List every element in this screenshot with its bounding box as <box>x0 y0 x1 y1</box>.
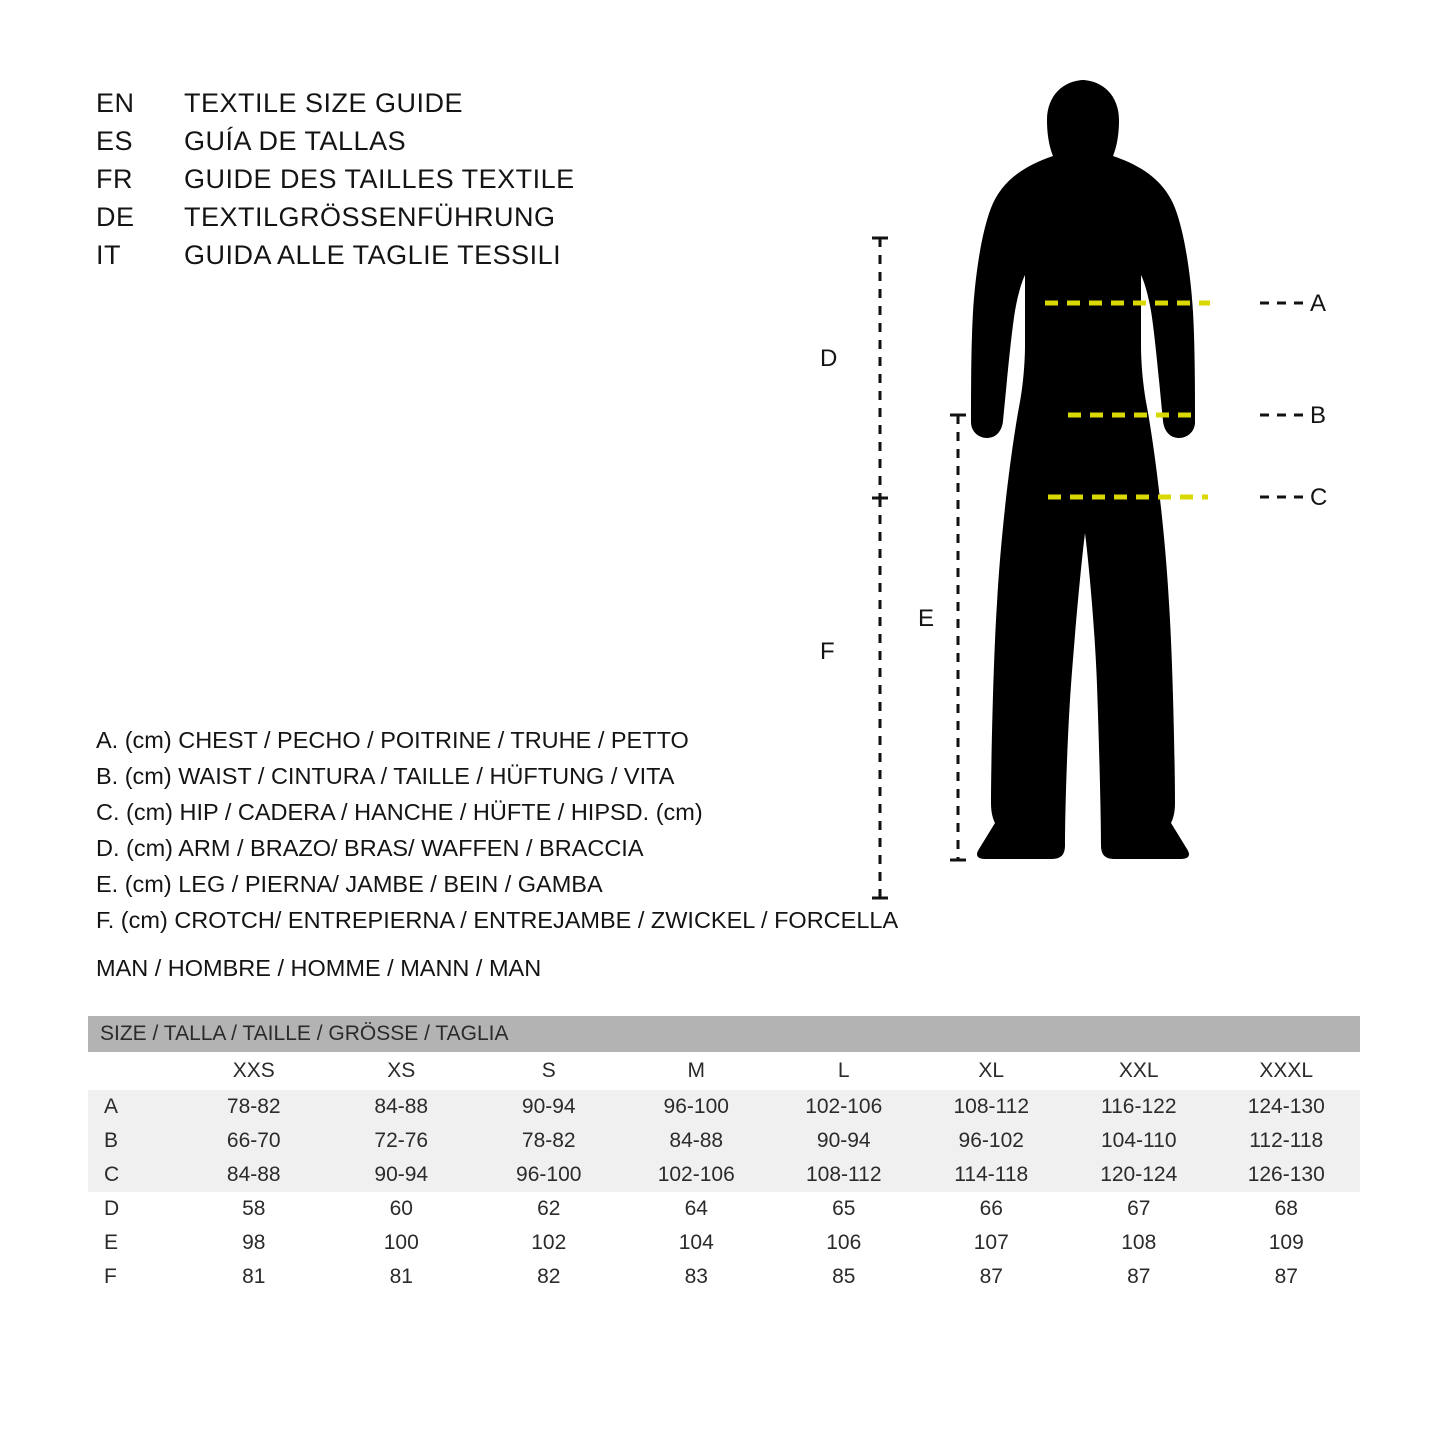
cell-f-xl: 87 <box>918 1260 1066 1294</box>
sizes-row-corner <box>88 1052 180 1090</box>
table-row <box>88 1260 1360 1294</box>
cell-c-xxs: 84-88 <box>180 1158 328 1192</box>
legend-item-f: F. (cm) CROTCH/ ENTREPIERNA / ENTREJAMBE / ZWICKEL / FORCELLA <box>96 907 899 933</box>
legend-item-b: B. (cm) WAIST / CINTURA / TAILLE / HÜFTUNG / VITA <box>96 763 675 789</box>
cell-b-s: 78-82 <box>475 1124 623 1158</box>
cell-f-l: 85 <box>770 1260 918 1294</box>
size-col-s: S <box>475 1052 623 1090</box>
marker-label-b: B <box>1310 402 1327 429</box>
marker-label-e: E <box>918 605 935 632</box>
row-label-b: B <box>88 1124 180 1158</box>
size-col-m: M <box>623 1052 771 1090</box>
cell-b-m: 84-88 <box>623 1124 771 1158</box>
marker-leaders <box>1260 303 1310 497</box>
title-lang-de: DE <box>96 202 135 232</box>
cell-d-l: 65 <box>770 1192 918 1226</box>
cell-a-xl: 108-112 <box>918 1090 1066 1124</box>
cell-d-m: 64 <box>623 1192 771 1226</box>
cell-a-s: 90-94 <box>475 1090 623 1124</box>
cell-e-xxs: 98 <box>180 1226 328 1260</box>
size-col-xl: XL <box>918 1052 1066 1090</box>
cell-f-xxl: 87 <box>1065 1260 1213 1294</box>
size-col-l: L <box>770 1052 918 1090</box>
gender-label: MAN / HOMBRE / HOMME / MANN / MAN <box>96 955 542 981</box>
size-table <box>88 1016 1360 1294</box>
table-row <box>88 1192 1360 1226</box>
title-lang-es: ES <box>96 126 134 156</box>
cell-b-xxxl: 112-118 <box>1213 1124 1361 1158</box>
table-row <box>88 1124 1360 1158</box>
legend-item-c: C. (cm) HIP / CADERA / HANCHE / HÜFTE / HIPSD. (cm) <box>96 799 703 825</box>
cell-a-xxxl: 124-130 <box>1213 1090 1361 1124</box>
cell-b-xl: 96-102 <box>918 1124 1066 1158</box>
cell-c-l: 108-112 <box>770 1158 918 1192</box>
cell-e-xs: 100 <box>328 1226 476 1260</box>
row-label-d: D <box>88 1192 180 1226</box>
silhouette-figure <box>820 60 1400 960</box>
cell-a-xs: 84-88 <box>328 1090 476 1124</box>
size-col-xxxl: XXXL <box>1213 1052 1361 1090</box>
title-row-it <box>96 240 716 278</box>
legend-item-a: A. (cm) CHEST / PECHO / POITRINE / TRUHE / PETTO <box>96 727 689 753</box>
cell-e-xxxl: 109 <box>1213 1226 1361 1260</box>
cell-f-s: 82 <box>475 1260 623 1294</box>
legend-item-e: E. (cm) LEG / PIERNA/ JAMBE / BEIN / GAMBA <box>96 871 603 897</box>
title-text-de: TEXTILGRÖSSENFÜHRUNG <box>184 202 556 232</box>
title-lang-it: IT <box>96 240 121 270</box>
cell-e-xxl: 108 <box>1065 1226 1213 1260</box>
legend-item-d: D. (cm) ARM / BRAZO/ BRAS/ WAFFEN / BRACCIA <box>96 835 644 861</box>
title-row-fr <box>96 164 716 202</box>
table-row <box>88 1090 1360 1124</box>
cell-e-s: 102 <box>475 1226 623 1260</box>
marker-label-f: F <box>820 638 835 665</box>
cell-d-xs: 60 <box>328 1192 476 1226</box>
title-text-it: GUIDA ALLE TAGLIE TESSILI <box>184 240 562 270</box>
title-row-es <box>96 126 716 164</box>
marker-label-d: D <box>820 345 838 372</box>
cell-a-xxs: 78-82 <box>180 1090 328 1124</box>
cell-c-xxl: 120-124 <box>1065 1158 1213 1192</box>
cell-e-xl: 107 <box>918 1226 1066 1260</box>
table-sizes-row <box>88 1052 1360 1090</box>
cell-d-s: 62 <box>475 1192 623 1226</box>
row-label-f: F <box>88 1260 180 1294</box>
row-label-e: E <box>88 1226 180 1260</box>
man-silhouette-shape <box>971 80 1195 859</box>
dimension-lines <box>872 238 966 898</box>
table-row <box>88 1226 1360 1260</box>
cell-c-xs: 90-94 <box>328 1158 476 1192</box>
title-text-en: TEXTILE SIZE GUIDE <box>184 88 464 118</box>
size-col-xxs: XXS <box>180 1052 328 1090</box>
marker-label-a: A <box>1310 290 1327 317</box>
title-block <box>96 88 716 278</box>
measurement-legend <box>96 722 899 938</box>
title-row-de <box>96 202 716 240</box>
cell-e-l: 106 <box>770 1226 918 1260</box>
cell-b-l: 90-94 <box>770 1124 918 1158</box>
row-label-a: A <box>88 1090 180 1124</box>
size-table-wrapper <box>88 1016 1360 1294</box>
row-label-c: C <box>88 1158 180 1192</box>
table-header-row <box>88 1016 1360 1052</box>
cell-b-xxs: 66-70 <box>180 1124 328 1158</box>
cell-f-m: 83 <box>623 1260 771 1294</box>
cell-d-xxxl: 68 <box>1213 1192 1361 1226</box>
size-col-xs: XS <box>328 1052 476 1090</box>
title-lang-fr: FR <box>96 164 133 194</box>
cell-e-m: 104 <box>623 1226 771 1260</box>
cell-c-xl: 114-118 <box>918 1158 1066 1192</box>
cell-b-xs: 72-76 <box>328 1124 476 1158</box>
cell-a-xxl: 116-122 <box>1065 1090 1213 1124</box>
size-col-xxl: XXL <box>1065 1052 1213 1090</box>
title-text-fr: GUIDE DES TAILLES TEXTILE <box>184 164 575 194</box>
table-row <box>88 1158 1360 1192</box>
cell-c-xxxl: 126-130 <box>1213 1158 1361 1192</box>
cell-f-xxxl: 87 <box>1213 1260 1361 1294</box>
table-header-label: SIZE / TALLA / TAILLE / GRÖSSE / TAGLIA <box>88 1016 1360 1052</box>
marker-label-c: C <box>1310 484 1328 511</box>
title-row-en <box>96 88 716 126</box>
cell-d-xxl: 67 <box>1065 1192 1213 1226</box>
title-lang-en: EN <box>96 88 135 118</box>
cell-b-xxl: 104-110 <box>1065 1124 1213 1158</box>
cell-f-xxs: 81 <box>180 1260 328 1294</box>
cell-d-xxs: 58 <box>180 1192 328 1226</box>
cell-c-s: 96-100 <box>475 1158 623 1192</box>
cell-a-l: 102-106 <box>770 1090 918 1124</box>
cell-c-m: 102-106 <box>623 1158 771 1192</box>
title-text-es: GUÍA DE TALLAS <box>184 126 407 156</box>
cell-f-xs: 81 <box>328 1260 476 1294</box>
cell-a-m: 96-100 <box>623 1090 771 1124</box>
cell-d-xl: 66 <box>918 1192 1066 1226</box>
